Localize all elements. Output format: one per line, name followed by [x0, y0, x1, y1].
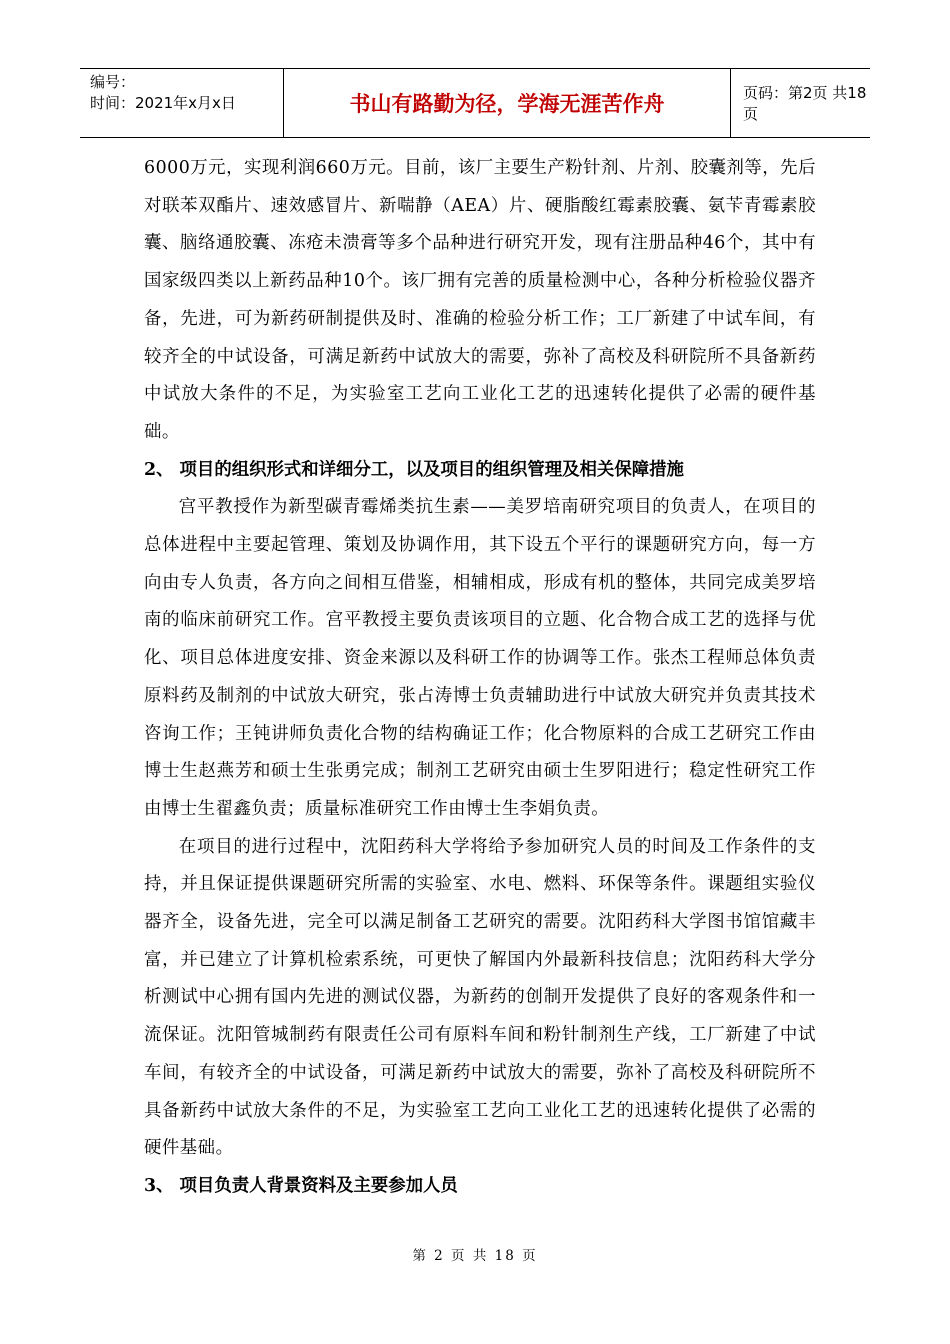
body-paragraph: 6000万元，实现利润660万元。目前，该厂主要生产粉针剂、片剂、胶囊剂等，先后对联苯双酯片、速效感冒片、新喘静（AEA）片、硬脂酸红霉素胶囊、氨苄青霉素胶囊、脑络通胶囊、冻疮未溃膏等多个品种进行研究开发，现有注册品种46个，其中有国家级四类以上新药品种10个。该厂拥有完善的质量检测中心，各种分析检验仪器齐备，先进，可为新药研制提供及时、准确的检验分析工作；工厂新建了中试车间，有较齐全的中试设备，可满足新药中试放大的需要，弥补了高校及科研院所不具备新药中试放大条件的不足，为实验室工艺向工业化工艺的迅速转化提供了必需的硬件基础。 [144, 158, 816, 442]
header-meta [80, 69, 284, 137]
section-heading: 3、 项目负责人背景资料及主要参加人员 [144, 1175, 458, 1196]
document-number-label: 编号： [90, 73, 136, 91]
header-page-info: 页码：第2页 共18页 [743, 84, 867, 123]
section-heading: 2、 项目的组织形式和详细分工，以及项目的组织管理及相关保障措施 [144, 459, 684, 480]
body-paragraph: 在项目的进行过程中，沈阳药科大学将给予参加研究人员的时间及工作条件的支持，并且保证提供课题研究所需的实验室、水电、燃料、环保等条件。课题组实验仪器齐全，设备先进，完全可以满足制备工艺研究的需要。沈阳药科大学图书馆馆藏丰富，并已建立了计算机检索系统，可更快了解国内外最新科技信息；沈阳药科大学分析测试中心拥有国内先进的测试仪器，为新药的创制开发提供了良好的客观条件和一流保证。沈阳管城制药有限责任公司有原料车间和粉针制剂生产线，工厂新建了中试车间，有较齐全的中试设备，可满足新药中试放大的需要，弥补了高校及科研院所不具备新药中试放大条件的不足，为实验室工艺向工业化工艺的迅速转化提供了必需的硬件基础。 [144, 836, 816, 1159]
body-paragraph: 宫平教授作为新型碳青霉烯类抗生素——美罗培南研究项目的负责人，在项目的总体进程中主要起管理、策划及协调作用，其下设五个平行的课题研究方向，每一方向由专人负责，各方向之间相互借鉴，相辅相成，形成有机的整体，共同完成美罗培南的临床前研究工作。宫平教授主要负责该项目的立题、化合物合成工艺的选择与优化、项目总体进度安排、资金来源以及科研工作的协调等工作。张杰工程师总体负责原料药及制剂的中试放大研究，张占涛博士负责辅助进行中试放大研究并负责其技术咨询工作；王钝讲师负责化合物的结构确证工作；化合物原料的合成工艺研究工作由博士生赵燕芳和硕士生张勇完成；制剂工艺研究由硕士生罗阳进行；稳定性研究工作由博士生翟鑫负责；质量标准研究工作由博士生李娟负责。 [144, 497, 816, 819]
document-body [144, 150, 816, 1206]
page-footer: 第 2 页 共 18 页 [412, 1248, 538, 1264]
document-time-label: 时间：2021年x月x日 [90, 94, 236, 112]
page-header [80, 68, 870, 138]
header-motto: 书山有路勤为径，学海无涯苦作舟 [284, 69, 731, 137]
